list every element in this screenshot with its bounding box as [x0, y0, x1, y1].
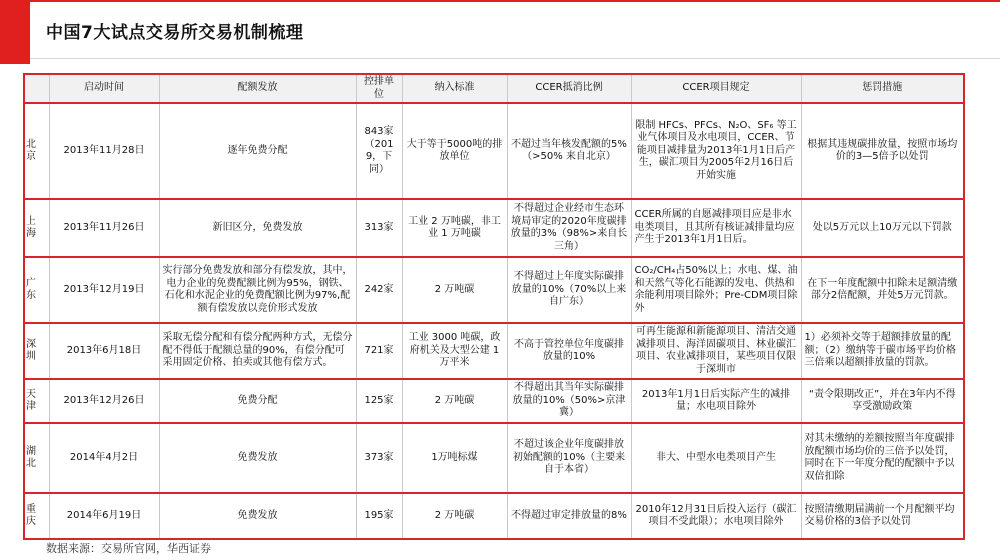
cell-units: 373家 [356, 423, 402, 493]
exchange-mechanism-table [23, 73, 965, 540]
cell-units: 843家（2019，下同） [356, 103, 402, 199]
header-units: 控排单位 [356, 74, 402, 103]
cell-ccer-rule: CO₂/CH₄占50%以上；水电、煤、油和天然气等化石能源的发电、供热和余能利用项目除外；Pre-CDM项目除外 [631, 257, 801, 323]
cell-city: 深圳 [24, 323, 49, 379]
cell-criteria: 2 万吨碳 [402, 257, 507, 323]
table-header [24, 74, 964, 103]
table-row [24, 379, 964, 423]
cell-allocation: 免费发放 [159, 493, 356, 539]
cell-criteria: 1万吨标煤 [402, 423, 507, 493]
data-source-note: 数据来源：交易所官网，华西证券 [46, 542, 211, 555]
cell-units: 242家 [356, 257, 402, 323]
cell-units: 195家 [356, 493, 402, 539]
cell-start: 2013年11月28日 [49, 103, 159, 199]
cell-allocation: 实行部分免费发放和部分有偿发放，其中，电力企业的免费配额比例为95%，钢铁、石化和水泥企业的免费配额比例为97%,配额有偿发放以竞价形式发放 [159, 257, 356, 323]
cell-allocation: 免费分配 [159, 379, 356, 423]
cell-city: 重庆 [24, 493, 49, 539]
cell-ccer-ratio: 不得超过上年度实际碳排放量的10%（70%以上来自广东） [507, 257, 631, 323]
cell-ccer-ratio: 不得超出其当年实际碳排放量的10%（50%>京津冀） [507, 379, 631, 423]
header-criteria: 纳入标准 [402, 74, 507, 103]
cell-start: 2014年6月19日 [49, 493, 159, 539]
cell-ccer-rule: CCER所属的自愿减排项目应是非水电类项目，且其所有核证减排量均应产生于2013年1月1日后。 [631, 199, 801, 257]
title-divider [30, 58, 1000, 59]
cell-ccer-rule: 可再生能源和新能源项目、清洁交通减排项目、海洋固碳项目、林业碳汇项目、农业减排项目，某些项目仅限于深圳市 [631, 323, 801, 379]
table-row [24, 199, 964, 257]
cell-city: 湖北 [24, 423, 49, 493]
cell-ccer-rule: 非大、中型水电类项目产生 [631, 423, 801, 493]
cell-criteria: 工业 3000 吨碳，政府机关及大型公建 1 万平米 [402, 323, 507, 379]
cell-penalty: 对其未缴纳的差额按照当年度碳排放配额市场均价的三倍予以处罚，同时在下一年度分配的配额中予以双倍扣除 [801, 423, 964, 493]
cell-criteria: 2 万吨碳 [402, 379, 507, 423]
cell-ccer-ratio: 不超过该企业年度碳排放初始配额的10%（主要来自于本省） [507, 423, 631, 493]
cell-ccer-ratio: 不高于管控单位年度碳排放量的10% [507, 323, 631, 379]
cell-penalty: 按照清缴期届满前一个月配额平均交易价格的3倍予以处罚 [801, 493, 964, 539]
cell-start: 2014年4月2日 [49, 423, 159, 493]
header-city [24, 74, 49, 103]
header-start: 启动时间 [49, 74, 159, 103]
cell-ccer-ratio: 不得超过审定排放量的8% [507, 493, 631, 539]
page-title: 中国7大试点交易所交易机制梳理 [46, 23, 304, 43]
cell-ccer-ratio: 不超过当年核发配额的5%（>50% 来自北京） [507, 103, 631, 199]
cell-start: 2013年11月26日 [49, 199, 159, 257]
cell-ccer-ratio: 不得超过企业经市生态环境局审定的2020年度碳排放量的3%（98%>来自长三角） [507, 199, 631, 257]
cell-ccer-rule: 2010年12月31日后投入运行（碳汇项目不受此限）；水电项目除外 [631, 493, 801, 539]
header-ccer-rule: CCER项目规定 [631, 74, 801, 103]
cell-ccer-rule: 2013年1月1日后实际产生的减排量；水电项目除外 [631, 379, 801, 423]
cell-allocation: 逐年免费分配 [159, 103, 356, 199]
cell-criteria: 2 万吨碳 [402, 493, 507, 539]
cell-penalty: “责令限期改正”，并在3年内不得享受激励政策 [801, 379, 964, 423]
cell-criteria: 大于等于5000吨的排放单位 [402, 103, 507, 199]
accent-bar [0, 0, 30, 64]
cell-city: 天津 [24, 379, 49, 423]
header-allocation: 配额发放 [159, 74, 356, 103]
top-divider [30, 0, 1000, 2]
cell-allocation: 采取无偿分配和有偿分配两种方式，无偿分配不得低于配额总量的90%，有偿分配可采用固定价格、拍卖或其他有偿方式。 [159, 323, 356, 379]
cell-allocation: 新旧区分，免费发放 [159, 199, 356, 257]
table-row [24, 323, 964, 379]
header-ccer-ratio: CCER抵消比例 [507, 74, 631, 103]
cell-penalty: 在下一年度配额中扣除未足额清缴部分2倍配额，并处5万元罚款。 [801, 257, 964, 323]
cell-penalty: 处以5万元以上10万元以下罚款 [801, 199, 964, 257]
cell-city: 北京 [24, 103, 49, 199]
cell-units: 721家 [356, 323, 402, 379]
table-row [24, 257, 964, 323]
cell-penalty: 根据其违规碳排放量，按照市场均价的3—5倍予以处罚 [801, 103, 964, 199]
cell-units: 313家 [356, 199, 402, 257]
cell-units: 125家 [356, 379, 402, 423]
cell-start: 2013年12月19日 [49, 257, 159, 323]
header-penalty: 惩罚措施 [801, 74, 964, 103]
cell-ccer-rule: 限制 HFCs、PFCs、N₂O、SF₆ 等工业气体项目及水电项目，CCER、节能项目减排量为2013年1月1日后产生，碳汇项目为2005年2月16日后开始实施 [631, 103, 801, 199]
cell-start: 2013年12月26日 [49, 379, 159, 423]
cell-criteria: 工业 2 万吨碳，非工业 1 万吨碳 [402, 199, 507, 257]
table-row [24, 493, 964, 539]
table-row [24, 423, 964, 493]
cell-penalty: 1）必须补交等于超额排放量的配额；（2）缴纳等于碳市场平均价格三倍乘以超额排放量的罚款。 [801, 323, 964, 379]
cell-city: 上海 [24, 199, 49, 257]
cell-start: 2013年6月18日 [49, 323, 159, 379]
table-row [24, 103, 964, 199]
cell-allocation: 免费发放 [159, 423, 356, 493]
cell-city: 广东 [24, 257, 49, 323]
